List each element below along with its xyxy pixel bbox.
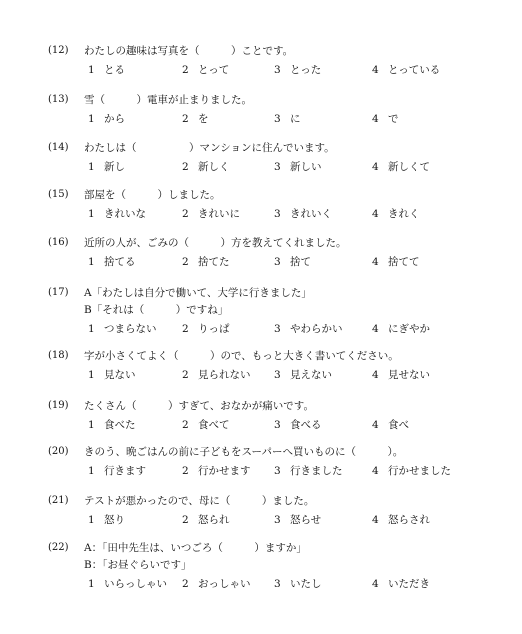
answer-option[interactable] [88,254,136,269]
option-number: 4 [372,161,379,173]
answer-option[interactable] [182,159,230,174]
answer-options [84,367,522,380]
option-number: 1 [88,578,95,590]
option-number: 3 [274,323,281,335]
option-number: 2 [182,578,189,590]
answer-option[interactable] [274,321,343,336]
answer-option[interactable] [372,512,430,527]
question-number: (21) [48,495,69,506]
option-text: やわらかい [290,323,343,335]
option-text: きれく [388,208,420,220]
answer-option[interactable] [88,62,125,77]
question-text: きのう、晩ごはんの前に子どもをスーパーへ買いものに（ ）。 [84,446,404,458]
option-number: 2 [182,369,189,381]
option-text: つまらない [104,323,157,335]
question-number: (13) [48,94,69,105]
answer-option[interactable] [274,206,332,221]
option-text: 行きました [290,465,343,477]
question-text: A：「田中先生は、いつごろ（ ）ますか」 [84,542,307,554]
question-number: (20) [48,446,69,457]
question-number: (19) [48,400,69,411]
option-number: 4 [372,578,379,590]
answer-option[interactable] [182,512,230,527]
question-number: (17) [48,287,69,298]
option-text: 捨て [290,256,311,268]
option-number: 3 [274,113,281,125]
option-text: おっしゃい [198,578,251,590]
option-number: 2 [182,419,189,431]
answer-option[interactable] [182,62,229,77]
option-number: 2 [182,323,189,335]
option-number: 2 [182,514,189,526]
question-text: B「それは（ ）ですね」 [84,304,229,316]
option-text: きれいに [198,208,240,220]
option-number: 4 [372,369,379,381]
answer-option[interactable] [88,206,146,221]
option-text: 怒られ [198,514,230,526]
question-text: わたしは（ ）マンションに住んでいます。 [84,142,335,154]
option-number: 4 [372,256,379,268]
option-text: に [290,113,301,125]
question-text: 部屋を（ ）しました。 [84,189,221,201]
option-text: とった [290,64,322,76]
answer-option[interactable] [274,111,301,126]
answer-option[interactable] [182,254,230,269]
option-text: 行かせました [388,465,451,477]
option-number: 3 [274,419,281,431]
option-text: 新しく [198,161,230,173]
option-number: 1 [88,64,95,76]
option-number: 3 [274,578,281,590]
question-text: テストが悪かったので、母に（ ）ました。 [84,495,315,507]
option-text: 怒り [104,514,125,526]
option-text: 捨てた [198,256,230,268]
answer-option[interactable] [372,159,430,174]
answer-options [84,417,522,430]
answer-option[interactable] [88,111,125,126]
option-text: とっている [388,64,441,76]
option-text: 食べた [104,419,136,431]
option-number: 1 [88,514,95,526]
question-text: わたしの趣味は写真を（ ）ことです。 [84,45,294,57]
option-text: きれいな [104,208,146,220]
option-number: 1 [88,113,95,125]
answer-options [84,463,522,476]
answer-option[interactable] [372,417,409,432]
option-number: 1 [88,369,95,381]
option-number: 4 [372,323,379,335]
option-text: りっぱ [198,323,230,335]
option-number: 1 [88,419,95,431]
answer-option[interactable] [372,463,451,478]
option-text: 見られない [198,369,251,381]
option-number: 2 [182,256,189,268]
option-number: 3 [274,64,281,76]
answer-option[interactable] [182,321,230,336]
answer-option[interactable] [274,463,343,478]
question-number: (15) [48,189,69,200]
answer-options [84,254,522,267]
option-number: 1 [88,323,95,335]
option-text: で [388,113,399,125]
question-text: 雪（ ）電車が止まりました。 [84,94,252,106]
option-number: 4 [372,208,379,220]
answer-option[interactable] [274,367,332,382]
answer-option[interactable] [182,206,240,221]
option-text: きれいく [290,208,332,220]
option-text: いただき [388,578,430,590]
option-number: 1 [88,161,95,173]
option-text: いらっしゃい [104,578,167,590]
option-number: 3 [274,208,281,220]
option-number: 3 [274,161,281,173]
option-text: 見せない [388,369,430,381]
answer-option[interactable] [88,463,146,478]
option-number: 1 [88,208,95,220]
option-text: とる [104,64,125,76]
option-text: 捨てる [104,256,136,268]
option-text: 食べ [388,419,409,431]
answer-option[interactable] [182,576,251,591]
option-text: 行きます [104,465,146,477]
question-number: (18) [48,350,69,361]
answer-options [84,159,522,172]
option-text: を [198,113,209,125]
option-number: 4 [372,113,379,125]
answer-option[interactable] [88,576,167,591]
option-number: 3 [274,369,281,381]
option-number: 1 [88,256,95,268]
option-text: 新しい [290,161,322,173]
option-number: 4 [372,465,379,477]
answer-option[interactable] [182,417,230,432]
option-text: 食べて [198,419,230,431]
answer-option[interactable] [372,62,440,77]
option-text: 見えない [290,369,332,381]
answer-option[interactable] [274,159,322,174]
answer-option[interactable] [182,463,251,478]
option-number: 3 [274,514,281,526]
option-text: 見ない [104,369,136,381]
option-number: 3 [274,256,281,268]
question-text: A「わたしは自分で働いて、大学に行きました」 [84,287,312,299]
question-text: B：「お昼ぐらいです」 [84,559,192,571]
answer-option[interactable] [88,321,157,336]
option-text: から [104,113,125,125]
option-text: とって [198,64,230,76]
answer-option[interactable] [274,417,322,432]
answer-option[interactable] [372,576,430,591]
answer-option[interactable] [274,254,311,269]
option-text: 行かせます [198,465,251,477]
answer-option[interactable] [372,367,430,382]
answer-option[interactable] [372,111,399,126]
answer-option[interactable] [88,417,136,432]
option-text: にぎやか [388,323,430,335]
question-number: (16) [48,237,69,248]
question-text: 近所の人が、ごみの（ ）方を教えてくれました。 [84,237,347,249]
option-text: 怒らせ [290,514,322,526]
answer-option[interactable] [274,62,321,77]
option-number: 2 [182,64,189,76]
question-number: (12) [48,45,69,56]
answer-options [84,321,522,334]
answer-option[interactable] [182,367,251,382]
option-number: 2 [182,208,189,220]
answer-option[interactable] [88,367,136,382]
answer-options [84,576,522,589]
question-number: (22) [48,542,69,553]
option-text: 食べる [290,419,322,431]
answer-option[interactable] [88,159,125,174]
answer-option[interactable] [88,512,125,527]
option-number: 4 [372,514,379,526]
answer-option[interactable] [274,576,322,591]
answer-option[interactable] [372,254,420,269]
question-number: (14) [48,142,69,153]
option-number: 3 [274,465,281,477]
answer-options [84,62,522,75]
option-number: 4 [372,419,379,431]
option-number: 1 [88,465,95,477]
answer-option[interactable] [372,206,420,221]
answer-options [84,206,522,219]
option-number: 4 [372,64,379,76]
option-number: 2 [182,161,189,173]
question-text: たくさん（ ）すぎて、おなかが痛いです。 [84,400,314,412]
answer-option[interactable] [182,111,209,126]
option-text: 新し [104,161,125,173]
answer-option[interactable] [372,321,430,336]
option-number: 2 [182,465,189,477]
option-text: いたし [290,578,322,590]
option-number: 2 [182,113,189,125]
answer-options [84,512,522,525]
answer-options [84,111,522,124]
option-text: 怒らされ [388,514,430,526]
option-text: 新しくて [388,161,430,173]
option-text: 捨てて [388,256,420,268]
answer-option[interactable] [274,512,321,527]
question-text: 字が小さくてよく（ ）ので、もっと大きく書いてください。 [84,350,399,362]
